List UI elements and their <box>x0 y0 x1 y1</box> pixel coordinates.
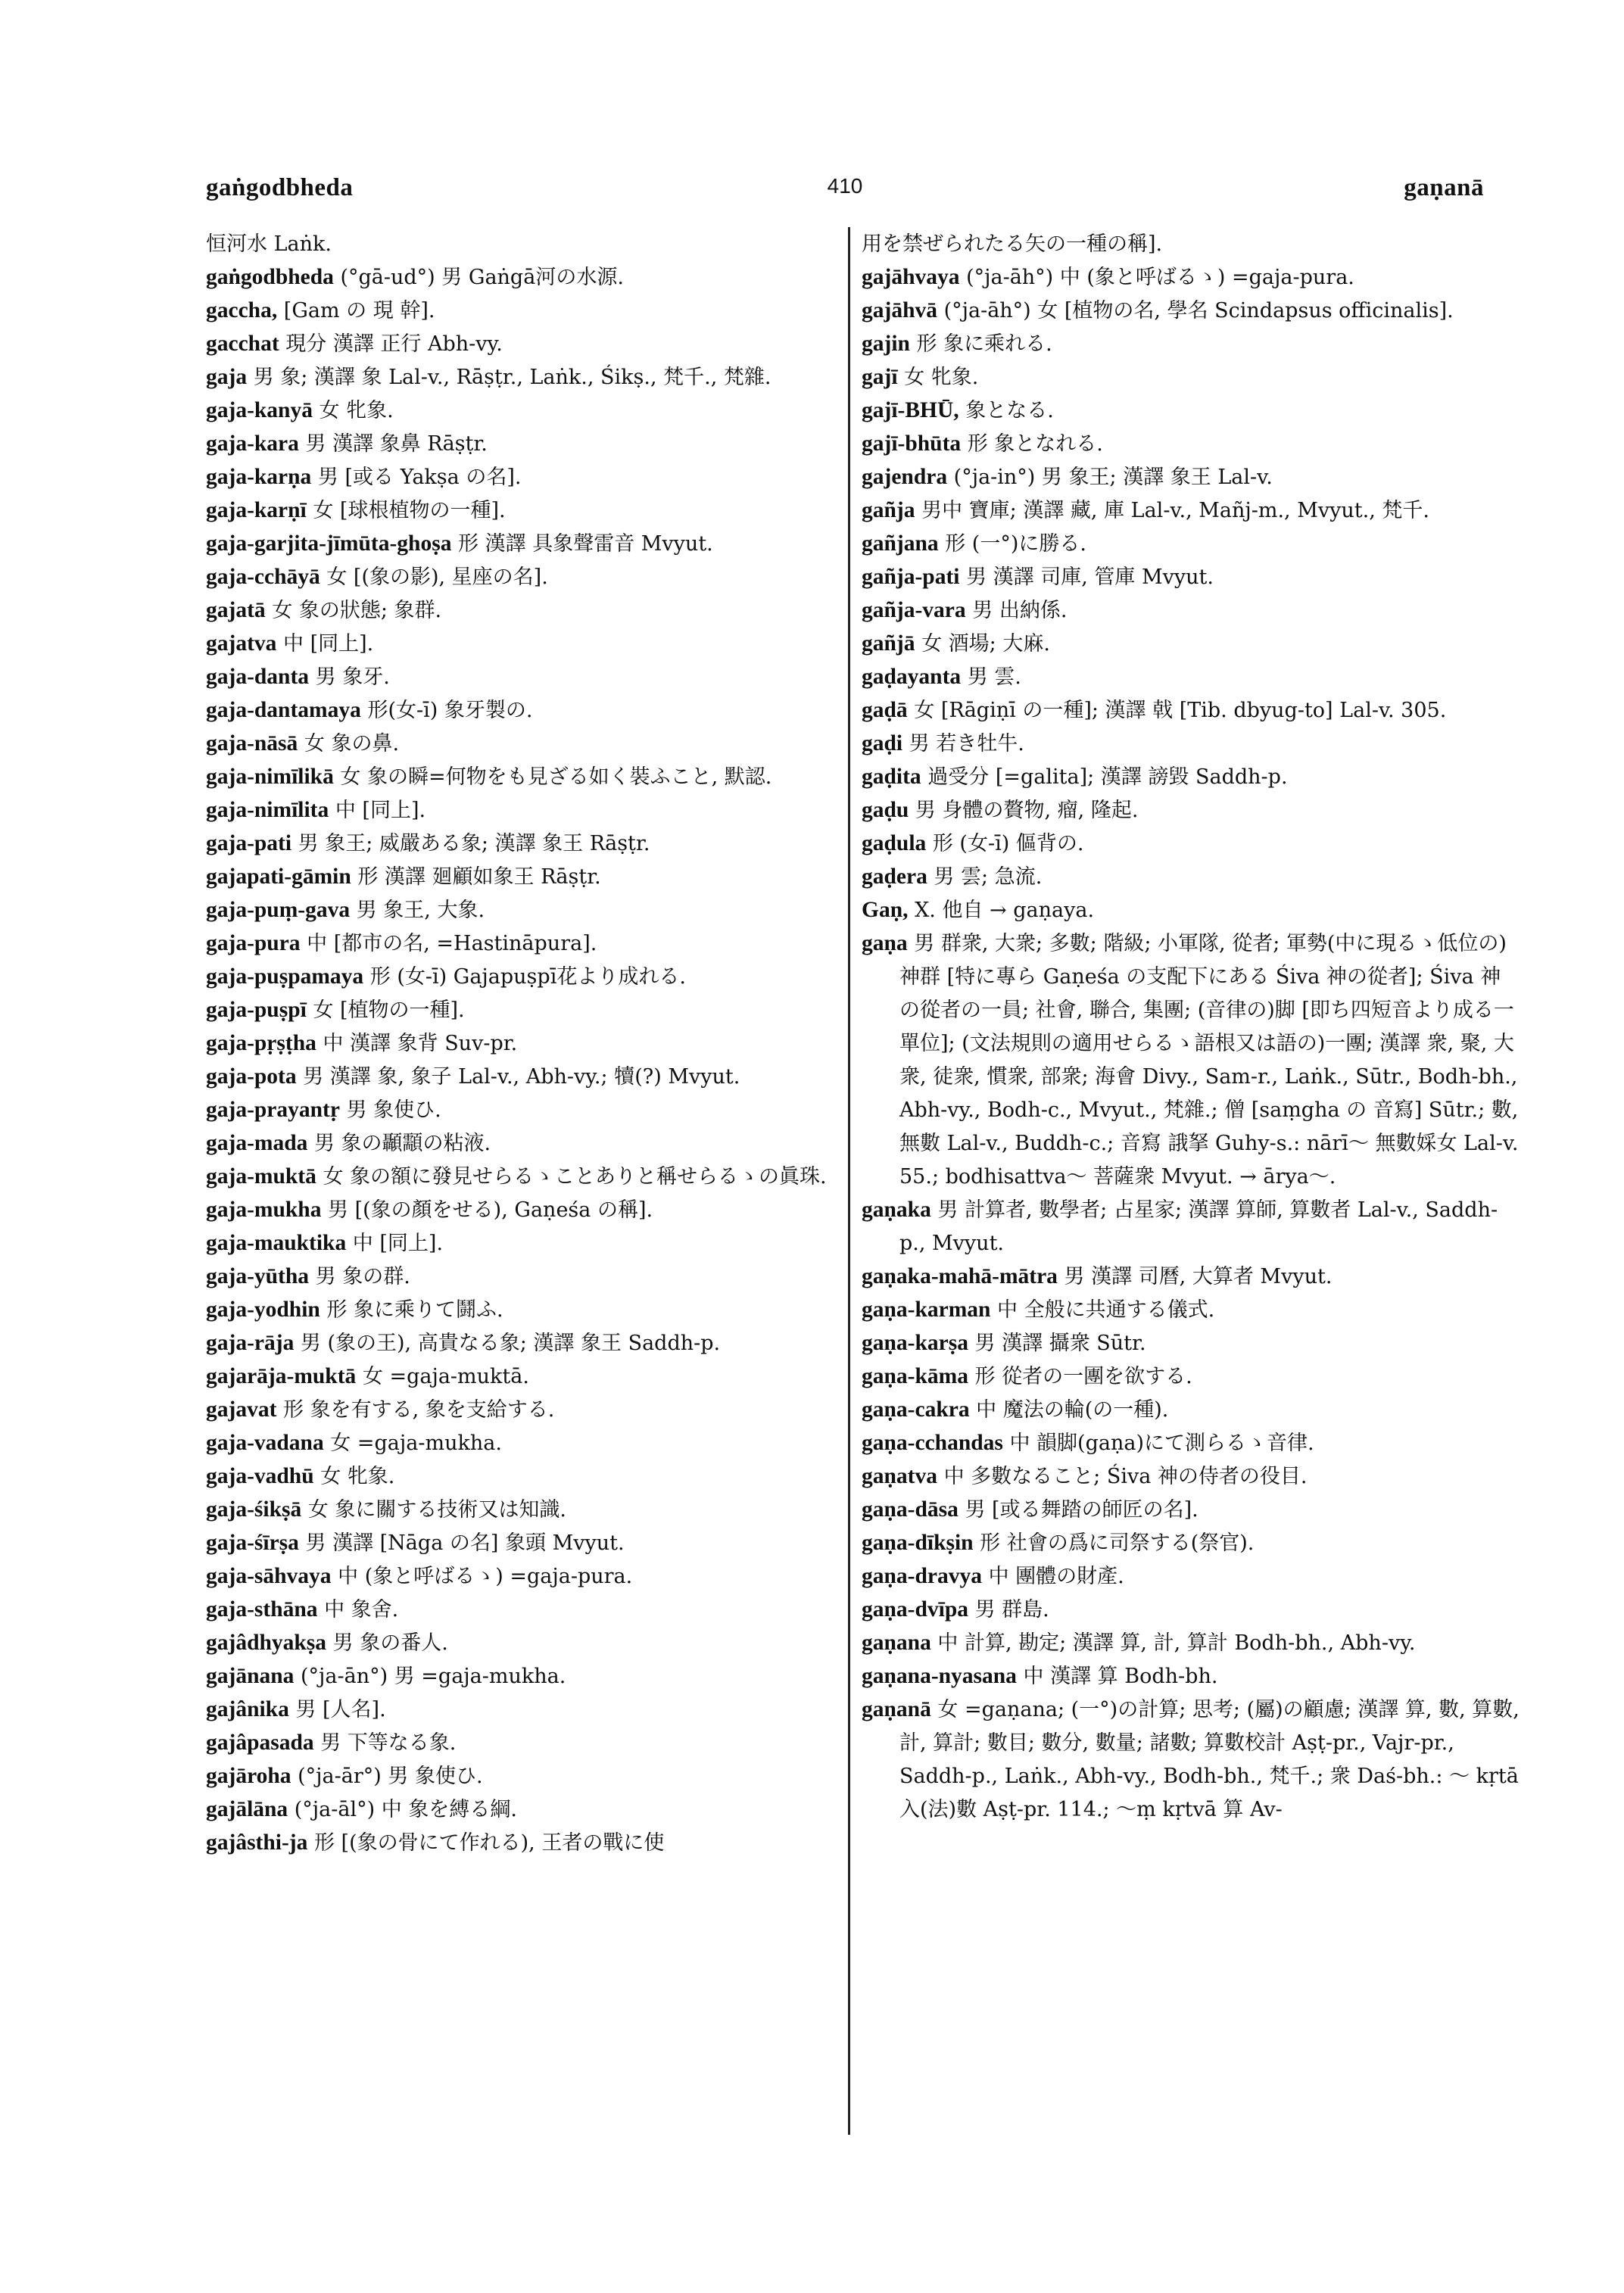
dictionary-entry <box>862 494 1520 527</box>
dictionary-entry <box>862 1593 1520 1626</box>
entry-headword: gaṇa-cchandas <box>862 1431 1003 1455</box>
entry-headword: gajendra <box>862 465 948 489</box>
entry-definition: (°ja-in°) 男 象王; 漢譯 象王 Lal-v. <box>947 466 1273 489</box>
entry-definition: (°ja-āh°) 中 (象と呼ばるゝ) =gaja-pura. <box>959 266 1354 289</box>
entry-headword: gaja-nimīlikā <box>206 765 334 789</box>
dictionary-entry <box>862 360 1520 394</box>
entry-headword: gaja-prayantṛ <box>206 1098 340 1122</box>
entry-headword: gaja-karṇa <box>206 465 312 489</box>
entry-definition: (°ja-āh°) 女 [植物の名, 學名 Scindapsus officinalis]. <box>937 299 1454 322</box>
entry-definition: 男 漢譯 攝衆 Sūtr. <box>968 1332 1146 1355</box>
dictionary-entry <box>862 927 1520 1193</box>
dictionary-entry <box>206 327 876 360</box>
dictionary-entry <box>862 1326 1520 1360</box>
dictionary-entry <box>862 527 1520 560</box>
dictionary-entry <box>206 960 876 993</box>
entry-headword: gajāhvā <box>862 298 937 322</box>
entry-headword: gajavat <box>206 1397 277 1422</box>
entry-definition: 女 酒場; 大麻. <box>915 632 1050 656</box>
dictionary-entry <box>862 394 1520 427</box>
dictionary-entry <box>206 1460 876 1493</box>
entry-headword: gaja-kara <box>206 431 299 456</box>
entry-definition: 中 [同上]. <box>346 1232 444 1255</box>
entry-definition: 男 若き牡牛. <box>902 732 1024 756</box>
entry-headword: gaja-rāja <box>206 1331 295 1355</box>
dictionary-entry <box>862 860 1520 893</box>
dictionary-entry <box>206 1093 876 1126</box>
entry-headword: gañja <box>862 498 915 522</box>
dictionary-entry <box>206 227 876 260</box>
dictionary-entry <box>206 560 876 594</box>
dictionary-entry <box>862 1460 1520 1493</box>
entry-definition: 男 漢譯 象, 象子 Lal-v., Abh-vy.; 犢(?) Mvyut. <box>296 1065 740 1089</box>
right-running-headword: gaṇanā <box>1404 174 1484 201</box>
entry-definition: [Gam の 現 幹]. <box>277 299 435 322</box>
entry-headword: gaṇa-cakra <box>862 1397 970 1422</box>
entry-headword: gaḍula <box>862 831 927 855</box>
dictionary-entry <box>206 494 876 527</box>
entry-definition: 女 牝象. <box>312 399 394 422</box>
dictionary-entry <box>862 294 1520 327</box>
entry-headword: gaṇa-dāsa <box>862 1497 959 1522</box>
entry-definition: 男 漢譯 象鼻 Rāṣṭr. <box>298 432 488 456</box>
entry-definition: 女 [植物の一種]. <box>306 999 465 1022</box>
entry-definition: 中 [同上]. <box>276 632 374 656</box>
dictionary-entry <box>862 1526 1520 1559</box>
entry-headword: gajī <box>862 365 898 389</box>
entry-definition: 中 多數なること; Śiva 神の侍者の役目. <box>937 1465 1308 1488</box>
entry-headword: gajâsthi-ja <box>206 1830 308 1855</box>
entry-headword: gajī-BHŪ, <box>862 398 959 422</box>
left-running-headword: gaṅgodbheda <box>206 174 354 201</box>
entry-definition: 中 韻脚(gaṇa)にて測らるゝ音律. <box>1002 1432 1314 1455</box>
dictionary-entry <box>206 760 876 793</box>
dictionary-entry <box>862 1393 1520 1426</box>
entry-definition: 形 象に乘りて鬪ふ. <box>320 1298 503 1322</box>
dictionary-entry <box>206 1226 876 1260</box>
dictionary-entry <box>206 660 876 693</box>
entry-headword: gajatā <box>206 598 266 622</box>
dictionary-entry <box>862 1559 1520 1593</box>
entry-headword: gaja-śikṣā <box>206 1497 302 1522</box>
entry-headword: gaṇa <box>862 931 908 955</box>
entry-headword: gaja-garjita-jīmūta-ghoṣa <box>206 531 452 556</box>
entry-definition: 中 漢譯 算 Bodh-bh. <box>1016 1665 1218 1688</box>
dictionary-entry <box>206 1626 876 1659</box>
dictionary-entry <box>862 1493 1520 1526</box>
dictionary-entry <box>206 460 876 494</box>
dictionary-entry <box>862 660 1520 693</box>
entry-headword: gaja <box>206 365 248 389</box>
entry-definition: 男 象の群. <box>309 1265 410 1288</box>
entry-definition: 中 魔法の輪(の一種). <box>969 1398 1169 1422</box>
entry-headword: gaja-vadana <box>206 1431 324 1455</box>
entry-definition: X. 他自 → gaṇaya. <box>908 899 1095 922</box>
entry-headword: gaja-mauktika <box>206 1231 347 1255</box>
entry-headword: gajānana <box>206 1664 295 1688</box>
entry-headword: gaja-pṛṣṭha <box>206 1031 316 1055</box>
entry-headword: gaṇa-dravya <box>862 1564 982 1588</box>
entry-definition: 男 象王; 威嚴ある象; 漢譯 象王 Rāṣṭr. <box>291 832 650 855</box>
entry-definition: 形 [(象の骨にて作れる), 王者の戰に使 <box>307 1831 665 1855</box>
dictionary-entry <box>206 1393 876 1426</box>
entry-headword: gajāhvaya <box>862 265 960 289</box>
entry-definition: 中 (象と呼ばるゝ) =gaja-pura. <box>331 1565 633 1588</box>
dictionary-entry <box>206 860 876 893</box>
dictionary-entry <box>862 1626 1520 1659</box>
entry-headword: gaja-dantamaya <box>206 698 361 722</box>
dictionary-entry <box>862 727 1520 760</box>
dictionary-entry <box>862 460 1520 494</box>
dictionary-entry <box>206 260 876 294</box>
dictionary-entry <box>206 1693 876 1726</box>
dictionary-entry <box>206 1559 876 1593</box>
entry-headword: gaja-pura <box>206 931 301 955</box>
entry-definition: 女 象に關する技術又は知識. <box>301 1498 566 1522</box>
entry-definition: 中 漢譯 象背 Suv-pr. <box>316 1032 518 1055</box>
dictionary-entry <box>206 893 876 927</box>
dictionary-entry <box>206 1326 876 1360</box>
entry-definition: 象となる. <box>959 399 1054 422</box>
entry-definition: 男中 寶庫; 漢譯 藏, 庫 Lal-v., Mañj-m., Mvyut., 梵千. <box>915 499 1429 522</box>
entry-headword: gaja-nimīlita <box>206 798 329 822</box>
entry-definition: 女 象の瞬=何物をも見ざる如く裝ふこと, 默認. <box>333 765 772 789</box>
entry-definition: (°ja-ān°) 男 =gaja-mukha. <box>294 1665 566 1688</box>
dictionary-entry <box>862 1260 1520 1293</box>
entry-headword: gaṇana-nyasana <box>862 1664 1017 1688</box>
entry-definition: 形 象となれる. <box>961 432 1103 456</box>
dictionary-entry <box>862 793 1520 827</box>
entry-headword: gaja-mukha <box>206 1198 322 1222</box>
dictionary-entry <box>862 627 1520 660</box>
entry-headword: gaḍā <box>862 698 908 722</box>
entry-definition: 女 象の鼻. <box>298 732 400 756</box>
entry-definition: 女 =gaja-muktā. <box>356 1365 529 1388</box>
entry-definition: 形 象を有する, 象を支給する. <box>276 1398 555 1422</box>
entry-headword: gaṇaka <box>862 1198 931 1222</box>
entry-definition: 男 身體の贅物, 瘤, 隆起. <box>909 799 1139 822</box>
dictionary-entry <box>206 1027 876 1060</box>
entry-definition: 男 象の番人. <box>326 1631 448 1655</box>
dictionary-entry <box>206 360 876 394</box>
entry-definition: 男 象; 漢譯 象 Lal-v., Rāṣṭr., Laṅk., Śikṣ., 梵千., 梵雜. <box>247 366 771 389</box>
entry-headword: gaccha, <box>206 298 278 322</box>
entry-headword: gaja-puṣpamaya <box>206 964 364 989</box>
dictionary-entry <box>206 594 876 627</box>
entry-headword: gaja-puṣpī <box>206 998 307 1022</box>
entry-definition: (°gā-ud°) 男 Gaṅgā河の水源. <box>333 266 624 289</box>
entry-headword: gaṇa-kāma <box>862 1364 968 1388</box>
entry-headword: gaṇana <box>862 1631 931 1655</box>
dictionary-entry <box>862 1293 1520 1326</box>
entry-headword: gaja-pati <box>206 831 292 855</box>
entry-definition: 男 雲; 急流. <box>927 865 1043 889</box>
dictionary-entry <box>206 294 876 327</box>
dictionary-entry <box>206 993 876 1027</box>
entry-definition: 男 群島. <box>968 1598 1049 1622</box>
entry-definition: 形 社會の爲に司祭する(祭官). <box>973 1531 1255 1555</box>
entry-headword: gaja-mada <box>206 1131 308 1155</box>
entry-definition: 形 (女-ī) Gajapuṣpī花より成れる. <box>363 965 686 989</box>
entry-headword: gaṇa-dīkṣin <box>862 1531 974 1555</box>
entry-definition: 中 [都市の名, =Hastināpura]. <box>300 932 597 955</box>
entry-headword: gaja-cchāyā <box>206 565 320 589</box>
entry-definition: (°ja-ār°) 男 象使ひ. <box>291 1765 483 1788</box>
dictionary-entry <box>206 1659 876 1693</box>
entry-headword: gaḍu <box>862 798 909 822</box>
entry-definition: 形 從者の一團を欲する. <box>968 1365 1192 1388</box>
entry-headword: gajapati-gāmin <box>206 865 351 889</box>
dictionary-entry <box>206 1126 876 1160</box>
entry-definition: 形 漢譯 具象聲雷音 Mvyut. <box>451 532 713 556</box>
dictionary-entry <box>206 1260 876 1293</box>
entry-definition: 女 牝象. <box>897 366 979 389</box>
entry-headword: gaḍera <box>862 865 927 889</box>
dictionary-entry <box>862 594 1520 627</box>
dictionary-entry <box>862 760 1520 793</box>
entry-definition: 女 牝象. <box>313 1465 395 1488</box>
dictionary-entry <box>862 1360 1520 1393</box>
entry-definition: 男 [人名]. <box>288 1698 386 1721</box>
entry-headword: gajatva <box>206 631 277 656</box>
dictionary-entry <box>206 1426 876 1460</box>
entry-headword: gaja-sthāna <box>206 1597 318 1622</box>
dictionary-entry <box>206 1193 876 1226</box>
entry-headword: gaḍayanta <box>862 665 962 689</box>
entry-definition: 男 雲. <box>961 665 1021 689</box>
entry-definition: 男 漢譯 [Nāga の名] 象頭 Mvyut. <box>298 1531 625 1555</box>
entry-definition: 形(女-ī) 象牙製の. <box>360 699 533 722</box>
dictionary-entry <box>206 1060 876 1093</box>
entry-definition: 女 [(象の影), 星座の名]. <box>320 565 548 589</box>
entry-headword: gañjā <box>862 631 915 656</box>
entry-definition: 男 [或る舞踏の師匠の名]. <box>958 1498 1199 1522</box>
entry-headword: gaṇa-karṣa <box>862 1331 968 1355</box>
entry-definition: 中 團體の財產. <box>981 1565 1124 1588</box>
entry-headword: gajarāja-muktā <box>206 1364 357 1388</box>
entry-headword: gañja-pati <box>862 565 960 589</box>
entry-headword: gaja-muktā <box>206 1164 316 1189</box>
entry-definition: 中 全般に共通する儀式. <box>990 1298 1215 1322</box>
entry-headword: gajin <box>862 332 910 356</box>
entry-definition: 女 [Rāgiṇī の一種]; 漢譯 戟 [Tib. dbyug-to] Lal-v. 305. <box>907 699 1447 722</box>
entry-headword: gaja-yodhin <box>206 1298 320 1322</box>
entry-definition: 男 象牙. <box>309 665 390 689</box>
entry-headword: gaṇaka-mahā-mātra <box>862 1264 1058 1288</box>
entry-headword: gaḍita <box>862 765 921 789</box>
dictionary-entry <box>206 1793 876 1826</box>
dictionary-entry <box>206 1526 876 1559</box>
entry-definition: 形 漢譯 廻顧如象王 Rāṣṭr. <box>351 865 601 889</box>
entry-headword: gajāroha <box>206 1764 291 1788</box>
entry-headword: gaṇanā <box>862 1697 931 1721</box>
entry-definition: 男 象の顳顬の粘液. <box>307 1132 491 1155</box>
entry-headword: gaṇa-karman <box>862 1298 991 1322</box>
dictionary-entry <box>862 1193 1520 1260</box>
entry-headword: gaja-kanyā <box>206 398 313 422</box>
dictionary-entry <box>206 827 876 860</box>
dictionary-entry <box>862 827 1520 860</box>
entry-headword: gaḍi <box>862 731 903 756</box>
dictionary-entry <box>206 1360 876 1393</box>
entry-definition: 形 (女-ī) 傴背の. <box>926 832 1084 855</box>
entry-definition: 恒河水 Laṅk. <box>206 232 332 256</box>
entry-definition: 男 計算者, 數學者; 占星家; 漢譯 算師, 算數者 Lal-v., Saddh-p., Mvyut. <box>899 1198 1498 1255</box>
entry-headword: Gaṇ, <box>862 898 909 922</box>
dictionary-entry <box>206 1726 876 1759</box>
entry-definition: 過受分 [=galita]; 漢譯 謗毀 Saddh-p. <box>921 765 1288 789</box>
entry-definition: 男 象王, 大象. <box>350 899 485 922</box>
dictionary-entry <box>862 227 1520 260</box>
entry-headword: gaja-pota <box>206 1064 297 1089</box>
dictionary-entry <box>206 1160 876 1193</box>
entry-headword: gacchat <box>206 332 279 356</box>
dictionary-entry <box>206 427 876 460</box>
entry-headword: gaja-sāhvaya <box>206 1564 332 1588</box>
entry-definition: 男 象使ひ. <box>339 1098 441 1122</box>
entry-definition: 男 群衆, 大衆; 多數; 階級; 小軍隊, 從者; 軍勢(中に現るゝ低位の)神群 [特に專ら Gaṇeśa の支配下にある Śiva 神の從者]; Śiva 神の從者の一員; 社會, 聯合, 集團; (音律の)脚 [即ち四短音より成る一單位]; (文法規則の適用せらるゝ語根又は語の)一團; 漢譯 衆, 聚, 大衆, 徒衆, 慣衆, 部衆; 海會 Divy., Sam-r., Laṅk., Sūtr., Bodh-bh., Abh-vy., Bodh-c., Mvyut., 梵雜.; 僧 [saṃgha の 音寫] Sūtr.; 數, 無數 Lal-v., Buddh-c.; 音寫 誐拏 Guhy-s.: nārī〜 無數婇女 Lal-v. 55.; bodhisattva〜 菩薩衆 Mvyut. → ārya〜. <box>899 932 1519 1189</box>
right-column <box>862 227 1520 1826</box>
entry-definition: 男 漢譯 司曆, 大算者 Mvyut. <box>1057 1265 1333 1288</box>
dictionary-entry <box>206 1826 876 1859</box>
entry-definition: 男 (象の王), 高貴なる象; 漢譯 象王 Saddh-p. <box>294 1332 721 1355</box>
entry-definition: 女 象の額に發見せらるゝことありと稱せらるゝの眞珠. <box>316 1165 827 1189</box>
entry-definition: 男 [或る Yakṣa の名]. <box>311 466 522 489</box>
entry-headword: gajī-bhūta <box>862 431 962 456</box>
entry-headword: gaja-puṃ-gava <box>206 898 351 922</box>
dictionary-entry <box>206 1593 876 1626</box>
entry-definition: 男 [(象の顏をせる), Gaṇeśa の稱]. <box>321 1198 653 1222</box>
entry-headword: gajâpasada <box>206 1731 314 1755</box>
entry-definition: 現分 漢譯 正行 Abh-vy. <box>279 332 503 356</box>
entry-definition: 男 出納係. <box>965 599 1068 622</box>
dictionary-entry <box>862 1693 1520 1826</box>
entry-headword: gaja-yūtha <box>206 1264 310 1288</box>
entry-headword: gajânika <box>206 1697 289 1721</box>
entry-headword: gaṅgodbheda <box>206 265 334 289</box>
dictionary-entry <box>862 327 1520 360</box>
dictionary-entry <box>862 260 1520 294</box>
entry-headword: gañja-vara <box>862 598 966 622</box>
entry-headword: gajālāna <box>206 1797 288 1821</box>
entry-headword: gaja-danta <box>206 665 310 689</box>
entry-definition: 男 下等なる象. <box>313 1731 457 1755</box>
dictionary-entry <box>206 1293 876 1326</box>
entry-definition: 女 [球根植物の一種]. <box>306 499 506 522</box>
dictionary-entry <box>206 927 876 960</box>
dictionary-entry <box>862 693 1520 727</box>
entry-headword: gaja-karṇī <box>206 498 307 522</box>
dictionary-entry <box>206 727 876 760</box>
entry-definition: 形 象に乘れる. <box>909 332 1052 356</box>
entry-headword: gaja-nāsā <box>206 731 298 756</box>
running-header <box>206 174 1484 212</box>
dictionary-entry <box>862 1426 1520 1460</box>
dictionary-entry <box>862 560 1520 594</box>
dictionary-entry <box>862 893 1520 927</box>
entry-definition: 女 =gaja-mukha. <box>323 1432 502 1455</box>
left-column <box>206 227 876 1859</box>
dictionary-entry <box>862 1659 1520 1693</box>
entry-definition: 中 計算, 勘定; 漢譯 算, 計, 算計 Bodh-bh., Abh-vy. <box>930 1631 1416 1655</box>
entry-definition: 中 [同上]. <box>329 799 426 822</box>
dictionary-entry <box>862 427 1520 460</box>
dictionary-entry <box>206 627 876 660</box>
dictionary-entry <box>206 693 876 727</box>
entry-definition: 用を禁ぜられたる矢の一種の稱]. <box>862 232 1163 256</box>
entry-headword: gaja-vadhū <box>206 1464 314 1488</box>
entry-definition: 女 =gaṇana; (一°)の計算; 思考; (屬)の顧慮; 漢譯 算, 數, 算數, 計, 算計; 數目; 數分, 數量; 諸數; 算數校計 Aṣṭ-pr., Vajr-pr., Saddh-p., Laṅk., Abh-vy., Bodh-bh., 梵千.; 衆 Daś-bh.: 〜 kṛtā 入(法)數 Aṣṭ-pr. 114.; 〜ṃ kṛtvā 算 Av- <box>899 1698 1520 1821</box>
entry-definition: 形 (一°)に勝る. <box>938 532 1086 556</box>
dictionary-entry <box>206 1759 876 1793</box>
entry-headword: gajâdhyakṣa <box>206 1631 327 1655</box>
dictionary-entry <box>206 527 876 560</box>
dictionary-entry <box>206 394 876 427</box>
dictionary-entry <box>206 1493 876 1526</box>
entry-definition: 男 漢譯 司庫, 管庫 Mvyut. <box>959 565 1214 589</box>
entry-headword: gaja-śīrṣa <box>206 1531 299 1555</box>
page-number: 410 <box>827 174 863 198</box>
entry-definition: 中 象舍. <box>317 1598 399 1622</box>
entry-headword: gañjana <box>862 531 939 556</box>
entry-headword: gaṇa-dvīpa <box>862 1597 968 1622</box>
entry-headword: gaṇatva <box>862 1464 937 1488</box>
entry-definition: 女 象の狀態; 象群. <box>265 599 442 622</box>
entry-definition: (°ja-āl°) 中 象を縛る綱. <box>288 1798 517 1821</box>
dictionary-entry <box>206 793 876 827</box>
